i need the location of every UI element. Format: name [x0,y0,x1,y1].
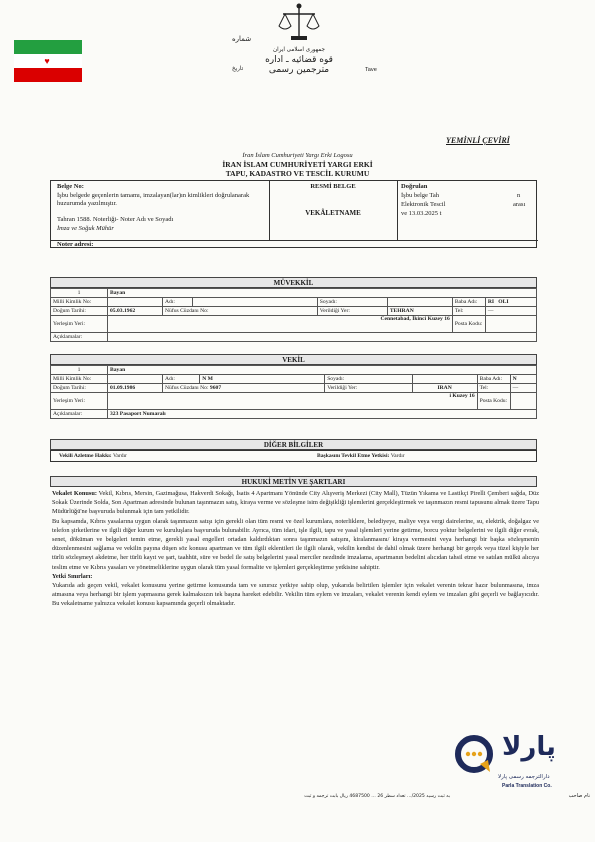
parla-chat-icon [452,734,498,774]
verildigi-label: Verildiği Yer: [317,307,387,316]
bayan-label: Bayan [108,289,537,298]
judiciary-emblem [254,2,344,75]
dogum-tarihi-label: Doğum Tarihi: [51,384,108,393]
table-row [51,393,537,410]
noter-adresi-row [51,240,538,250]
title-line-1: İRAN İSLAM CUMHURİYETİ YARGI ERKİ [222,160,373,169]
vekaletname-label: VEKÂLETNAME [305,209,361,217]
aciklamalar-label: Açıklamalar: [51,333,108,342]
aciklamalar-value: 323 Pasaport Numaralı [108,410,537,419]
table-row [51,333,537,342]
milli-kimlik-label: Milli Kimlik No: [51,375,108,384]
diger-section-bar: DİĞER BİLGİLER [50,439,537,450]
posta-label: Posta Kodu: [452,316,485,333]
adi-label: Adı: [163,298,193,307]
legal-paragraph-3: Yukarıda adı geçen vekil, vekalet konusunu yerine getirme konusunda tam ve sınırsız yetkiye sahip olup, yukarıda belirtilen işlemler için vekalet verenin tekrar hazır bulunmasına, imza atmasına veya herhangi bir işlem yapmasına gerek kalmaksızın tek başına hareket edebilir. Vekilin tüm eylem ve imzaları, vekalet verenin kendi eylem ve imzaları gibi geçerli ve bağlayıcıdır. Bu vekaletname yalnızca vekalet konusu kapsamında geçerli olmaktadır. [52,582,539,608]
diger-row [50,450,537,462]
sworn-translation-label: YEMİNLİ ÇEVİRİ [446,136,510,145]
emblem-caption: جمهوری اسلامی ایران [273,47,325,53]
yetki-label: Yetki Sınırları: [52,572,93,580]
info-box [50,180,537,248]
tel-label: Tel: [477,384,510,393]
right-line-2: Elektronik Tescil [401,201,446,208]
hukuki-section-bar: HUKUKİ METİN VE ŞARTLARI [50,476,537,487]
dogum-tarihi-value: 01.09.1986 [108,384,163,393]
document-title [0,152,595,178]
fa-footer-line: به ثبت رسید 2025/… تعداد سطر 26 … 4687500 ریال بابت ترجمه و ثبت [304,794,450,799]
right-line-1: İşbu belge Tah [401,192,440,199]
fa-footer-label: نام صاحب [568,793,590,799]
dogrulama-label: Doğrulan [401,183,428,190]
dogum-tarihi-value: 05.03.1962 [108,307,163,316]
scales-emblem-icon [277,2,321,42]
azil-field: Vekili Azletme Hakkı: Vardır [59,453,127,459]
fa-date-label: تاریخ [232,66,244,72]
verildigi-value: IRAN [412,384,477,393]
yerlesim-value: i Kuzey 16 [108,393,478,410]
vekalet-konusu-paragraph: Vekalet Konusu: Vekil, Kıbrıs, Mersin, Gazimağusa, Hakverdi Sokağı, İsatis 4 Apartmanı Yönünde City Alışveriş Merkezi (City Mall), Tüzün Yıkama ve Lastikçi Pirelli Çemberi sağda, Düz Sokak Üzerinde Solda, Son Apartman adresinde bulunan taşınmazın satış, kiraya verme ve sözleşme isim değişikliği işlemlerini gerçekleştirmek ve taşınmazın resmi tapusunu almak üzere Tapu Müdürlüğü'ne başvuruda bulunmak için tam yetkilidir. [52,490,539,516]
sign-line: İmza ve Soğuk Mühür [57,225,114,232]
table-row [51,366,537,375]
belge-no-label: Belge No: [57,183,84,190]
table-row [51,307,537,316]
baba-adi-value: RI OLI [485,298,536,307]
bayan-label: Bayan [108,366,537,375]
muvekkil-table [50,288,537,342]
legal-paragraph-2: Bu kapsamda, Kıbrıs yasalarına uygun olarak taşınmazın satışı için gerekli olan tüm resmi ve özel kurumlara, noterliklere, belediyeye, maliye veya vergi dairelerine, su, elektrik, doğalgaz ve telefon şirketlerine ve ilgili diğer kurum ve kuruluşlara başvuruda bulunabilir. Ayrıca, tüm idari, işle ilgili, tapu ve yasal işlemleri yerine getirme, borcu yoktur belgelerini ve ilgili diğer evrak, senet, döküman ve belgeleri temin etme, gerekli yasal engelleri ortadan kaldırdıktan sonra taşınmazın satışını, kiralanmasını/ kiraya vermesini veya herhangi bir başka sözleşmenin düzenlenmesini sağlama ve vekilin payına düşen söz konusu apartman ve tüm ilgili eklentileri ile ilgili olarak, vekilin kendisi de dahil olmak üzere herhangi bir gerçek veya tüzel kişiyle her türlü sözleşmeyi akdetme, her türlü kayıt ve şart, taahhüt, süre ve bedel ile satış belgelerini yasal merciler nezdinde imzalama, apartmanın bedelini alıcıdan tahsil etme ve satılan mülkü alıcıya teslim etme ve Kıbrıs yasaları ve yönetmeliklerine uygun olarak tüm yasal formalite ve işlemleri gerçekleştirme yetkisine sahiptir. [52,517,539,571]
milli-kimlik-label: Milli Kimlik No: [51,298,108,307]
muvekkil-section-bar: MÜVEKKİL [50,277,537,288]
tel-label: Tel: [452,307,485,316]
tel-value: — [510,384,536,393]
title-line-2: TAPU, KADASTRO VE TESCİL KURUMU [225,169,370,178]
brand-fa: پارلا [502,732,556,762]
baba-adi-label: Baba Adı: [477,375,510,384]
right-line-2b: arası [513,201,526,208]
fa-number-label: شماره [232,35,252,43]
parla-logo [452,730,582,800]
fa-header-scan [228,84,348,114]
posta-label: Posta Kodu: [477,393,510,410]
legal-text [52,489,539,609]
notary-line: Tahran 1588. Noterliği- Noter Adı ve Soyadı [57,216,174,223]
soyadi-label: Soyadı: [317,298,387,307]
table-row [51,298,537,307]
yerlesim-value: Cennetabad, İkinci Kuzey 16 [108,316,453,333]
nufus-label: Nüfus Cüzdanı No: [163,307,318,316]
verildigi-value: TEHRAN [387,307,452,316]
table-row [51,384,537,393]
nufus-label: Nüfus Cüzdanı No: 9607 [163,384,325,393]
yerlesim-label: Yerleşim Yeri: [51,393,108,410]
brand-fa-sub: دارالترجمه رسمی پارلا [498,774,550,780]
emblem-subtitle: قوه قضائیه ـ اداره مترجمین رسمی [265,55,333,75]
noter-adresi-label: Noter adresi: [57,241,94,248]
table-row [51,289,537,298]
info-left [51,181,270,240]
baba-adi-label: Baba Adı: [452,298,485,307]
tave-label: Tave [365,67,377,73]
table-row [51,375,537,384]
vekil-table [50,365,537,419]
verildigi-label: Verildiği Yer: [325,384,412,393]
soyadi-label: Soyadı: [325,375,412,384]
logo-note: İran İslam Cumhuriyeti Yargı Erki Logosu [242,152,353,159]
dogum-tarihi-label: Doğum Tarihi: [51,307,108,316]
adi-label: Adı: [163,375,200,384]
table-row [51,316,537,333]
row-index: 1 [51,366,108,375]
yerlesim-label: Yerleşim Yeri: [51,316,108,333]
info-middle [269,181,398,240]
vekil-section-bar: VEKİL [50,354,537,365]
vekalet-konusu-label: Vekalet Konusu: [52,490,97,497]
right-line-3: ve 13.03.2025 t [401,210,442,217]
table-row [51,410,537,419]
resmi-belge-label: RESMİ BELGE [310,183,356,190]
info-right [397,181,538,240]
adi-value: N M [200,375,325,384]
info-left-text: İşbu belgede geçenlerin tamamı, imzalayan(lar)ın kimlikleri doğrulanarak huzurumda yazılmıştır. [57,192,250,207]
brand-en: Parla Translation Co. [502,783,552,789]
aciklamalar-label: Açıklamalar: [51,410,108,419]
baba-adi-value: N [510,375,536,384]
tevkil-field: Başkasını Tevkil Etme Yetkisi: Vardır [317,453,405,459]
tel-value: — [485,307,536,316]
iran-flag: ♥ [14,40,82,82]
right-line-1b: n [517,192,521,199]
row-index: 1 [51,289,108,298]
